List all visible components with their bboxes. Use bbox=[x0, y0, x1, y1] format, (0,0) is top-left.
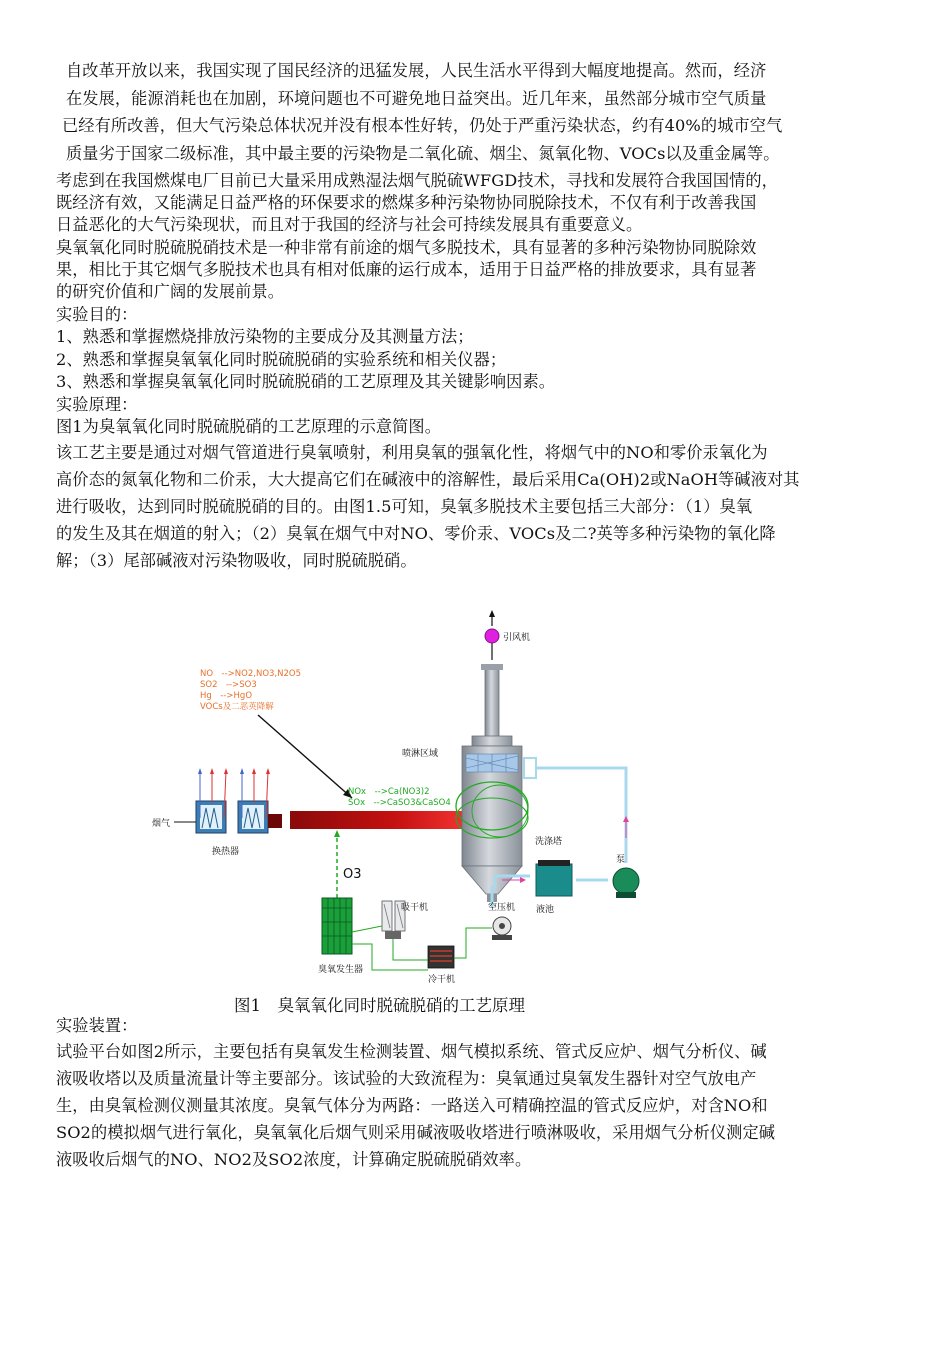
flue-duct bbox=[290, 811, 462, 829]
liquid-tank bbox=[536, 864, 572, 896]
arrow-head-icon bbox=[334, 830, 340, 837]
text-line: 图1为臭氧氧化同时脱硫脱硝的工艺原理的示意简图。 bbox=[56, 417, 442, 436]
text-line: SO2的模拟烟气进行氧化，臭氧氧化后烟气则采用碱液吸收塔进行喷淋吸收，采用烟气分析仪测定碱 bbox=[56, 1123, 776, 1142]
wash-tower bbox=[456, 664, 528, 902]
heat-exchanger-label: 换热器 bbox=[212, 847, 240, 857]
figure-caption: 图1 臭氧氧化同时脱硫脱硝的工艺原理 bbox=[234, 996, 525, 1015]
text-line: 在发展，能源消耗也在加剧，环境问题也不可避免地日益突出。近几年来，虽然部分城市空气质量 bbox=[66, 89, 767, 108]
text-line: 该工艺主要是通过对烟气管道进行臭氧喷射，利用臭氧的强氧化性，将烟气中的NO和零价汞氧化为 bbox=[56, 443, 768, 462]
section-heading: 实验目的： bbox=[56, 305, 138, 324]
gas-lines bbox=[352, 926, 492, 970]
pump-label: 泵 bbox=[616, 855, 626, 865]
oxidation-reactions bbox=[200, 669, 301, 712]
absorption-reactions bbox=[348, 787, 451, 808]
text-line: 臭氧氧化同时脱硫脱硝技术是一种非常有前途的烟气多脱技术，具有显著的多种污染物协同脱除效 bbox=[56, 238, 757, 257]
text-line: 的研究价值和广阔的发展前景。 bbox=[56, 282, 285, 301]
arrow-head-icon bbox=[623, 816, 629, 822]
cooler-label: 冷干机 bbox=[428, 975, 456, 985]
reaction-text: NOx -->Ca(NO3)2 bbox=[348, 787, 430, 797]
cooler bbox=[428, 946, 454, 968]
text-line: 已经有所改善，但大气污染总体状况并没有根本性好转，仍处于严重污染状态，约有40%的城市空气 bbox=[62, 116, 783, 135]
fan-label: 引风机 bbox=[503, 633, 531, 643]
text-line: 考虑到在我国燃煤电厂目前已大量采用成熟湿法烟气脱硫WFGD技术，寻找和发展符合我国国情的， bbox=[56, 171, 778, 190]
text-line: 试验平台如图2所示，主要包括有臭氧发生检测装置、烟气模拟系统、管式反应炉、烟气分析仪、碱 bbox=[56, 1042, 767, 1061]
section-heading: 实验原理： bbox=[56, 395, 138, 414]
wash-tower-label: 洗涤塔 bbox=[535, 837, 563, 847]
duct-connector bbox=[268, 814, 282, 828]
text-line: 进行吸收，达到同时脱硫脱硝的目的。由图1.5可知，臭氧多脱技术主要包括三大部分：（1）臭氧 bbox=[56, 497, 753, 516]
reaction-text: SO2 -->SO3 bbox=[200, 680, 257, 690]
arrow-head-icon bbox=[520, 877, 526, 883]
dryer-label: 吸干机 bbox=[401, 903, 429, 913]
text-line: 3、熟悉和掌握臭氧氧化同时脱硫脱硝的工艺原理及其关键影响因素。 bbox=[56, 372, 556, 391]
text-line: 1、熟悉和掌握燃烧排放污染物的主要成分及其测量方法； bbox=[56, 327, 474, 346]
ozone-generator-label: 臭氧发生器 bbox=[318, 965, 364, 975]
arrow-head-icon bbox=[489, 610, 495, 617]
ozone-generator bbox=[322, 898, 352, 954]
text-line: 液吸收塔以及质量流量计等主要部分。该试验的大致流程为：臭氧通过臭氧发生器针对空气放电产 bbox=[56, 1069, 757, 1088]
process-diagram bbox=[140, 608, 820, 988]
text-line: 自改革开放以来，我国实现了国民经济的迅猛发展，人民生活水平得到大幅度地提高。然而，经济 bbox=[66, 61, 767, 80]
text-line: 液吸收后烟气的NO、NO2及SO2浓度，计算确定脱硫脱硝效率。 bbox=[56, 1150, 532, 1169]
reaction-text: VOCs及二恶英降解 bbox=[200, 702, 274, 712]
text-line: 日益恶化的大气污染现状，而且对于我国的经济与社会可持续发展具有重要意义。 bbox=[56, 215, 643, 234]
reaction-text: NO -->NO2,NO3,N2O5 bbox=[200, 669, 301, 679]
tank-label: 液池 bbox=[536, 905, 555, 915]
section-heading: 实验装置： bbox=[56, 1016, 138, 1035]
induced-fan-icon bbox=[485, 629, 499, 643]
flue-gas-label: 烟气 bbox=[152, 819, 171, 829]
text-line: 果，相比于其它烟气多脱技术也具有相对低廉的运行成本，适用于日益严格的排放要求，具有显著 bbox=[56, 260, 757, 279]
pointer-arrow bbox=[258, 715, 352, 798]
text-line: 解；（3）尾部碱液对污染物吸收，同时脱硫脱硝。 bbox=[56, 551, 417, 570]
spray-zone-label: 喷淋区域 bbox=[402, 749, 439, 759]
reaction-text: Hg -->HgO bbox=[200, 691, 253, 701]
heat-exchanger bbox=[196, 768, 270, 833]
air-compressor bbox=[492, 917, 512, 940]
text-line: 的发生及其在烟道的射入；（2）臭氧在烟气中对NO、零价汞、VOCs及二?英等多种污染物的氧化降 bbox=[56, 524, 776, 543]
reaction-text: SOx -->CaSO3&CaSO4 bbox=[348, 798, 451, 808]
text-line: 既经济有效，又能满足日益严格的环保要求的燃煤多种污染物协同脱除技术，不仅有利于改善我国 bbox=[56, 193, 757, 212]
text-line: 2、熟悉和掌握臭氧氧化同时脱硫脱硝的实验系统和相关仪器； bbox=[56, 350, 507, 369]
o3-label: O3 bbox=[343, 867, 362, 882]
text-line: 质量劣于国家二级标准，其中最主要的污染物是二氧化硫、烟尘、氮氧化物、VOCs以及重金属等。 bbox=[66, 144, 780, 163]
air-compressor-label: 空压机 bbox=[488, 903, 516, 913]
text-line: 高价态的氮氧化物和二价汞，大大提高它们在碱液中的溶解性，最后采用Ca(OH)2或NaOH等碱液对其 bbox=[56, 470, 800, 489]
text-line: 生，由臭氧检测仪测量其浓度。臭氧气体分为两路：一路送入可精确控温的管式反应炉，对含NO和 bbox=[56, 1096, 768, 1115]
pump-icon bbox=[613, 868, 639, 894]
